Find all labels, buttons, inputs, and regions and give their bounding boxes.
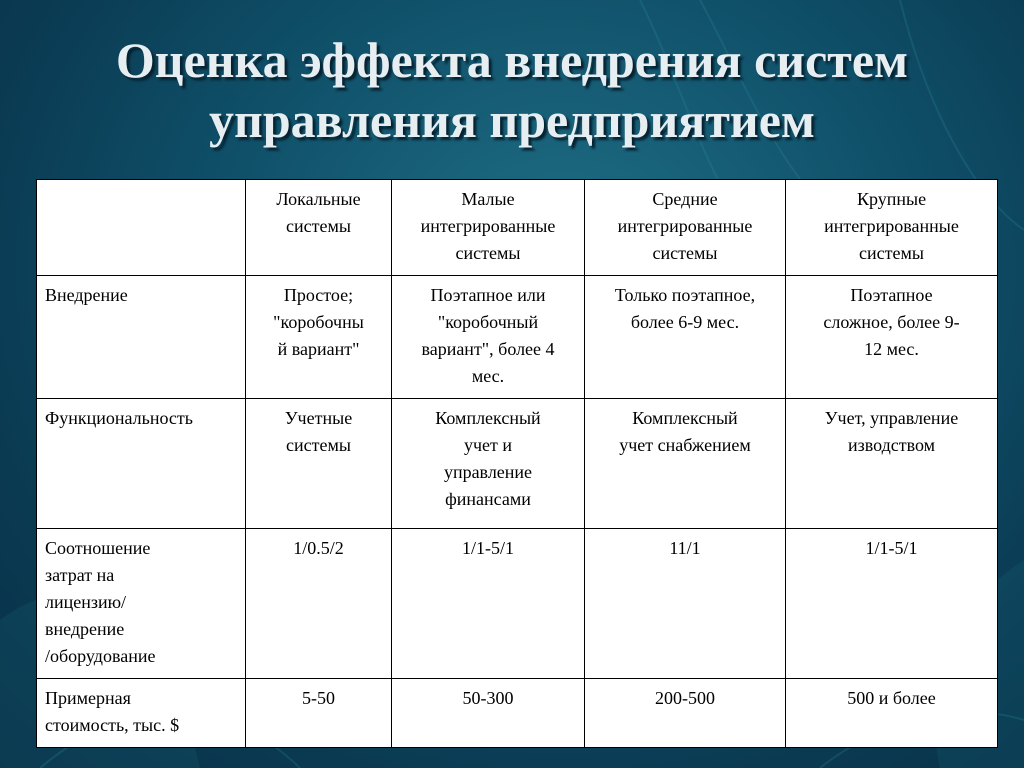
slide-title-line-1: Оценка эффекта внедрения систем (115, 32, 909, 88)
table-cell: 11/1 (585, 529, 786, 679)
table-cell: Только поэтапное, более 6-9 мес. (585, 276, 786, 399)
header-cell-medium-integrated: Средние интегрированные системы (585, 180, 786, 276)
table-cell: Комплексный учет и управление финансами (392, 399, 585, 529)
row-label: Соотношение затрат на лицензию/ внедрение /оборудование (37, 529, 246, 679)
table-row-approx-cost (37, 679, 998, 748)
table-cell: Поэтапное сложное, более 9- 12 мес. (786, 276, 998, 399)
table-row-implementation (37, 276, 998, 399)
table-cell: 1/1-5/1 (392, 529, 585, 679)
table-cell: 5-50 (246, 679, 392, 748)
row-label: Примерная стоимость, тыс. $ (37, 679, 246, 748)
table-row-functionality (37, 399, 998, 529)
table-cell: 1/1-5/1 (786, 529, 998, 679)
table-cell: Учетные системы (246, 399, 392, 529)
table-header-row (37, 180, 998, 276)
table-cell: 500 и более (786, 679, 998, 748)
table-cell: Простое; "коробочны й вариант" (246, 276, 392, 399)
slide-title-line-2: управления предприятием (209, 92, 815, 148)
table-row-cost-ratio (37, 529, 998, 679)
header-cell-empty (37, 180, 246, 276)
header-cell-local-systems: Локальные системы (246, 180, 392, 276)
table-cell: Поэтапное или "коробочный вариант", более 4 мес. (392, 276, 585, 399)
header-cell-large-integrated: Крупные интегрированные системы (786, 180, 998, 276)
row-label: Функциональность (37, 399, 246, 529)
table-cell: 200-500 (585, 679, 786, 748)
table-cell: Комплексный учет снабжением (585, 399, 786, 529)
slide-title (0, 30, 1024, 150)
header-cell-small-integrated: Малые интегрированные системы (392, 180, 585, 276)
comparison-table (36, 179, 998, 748)
table-cell: 1/0.5/2 (246, 529, 392, 679)
table-cell: Учет, управление изводством (786, 399, 998, 529)
row-label: Внедрение (37, 276, 246, 399)
table-cell: 50-300 (392, 679, 585, 748)
